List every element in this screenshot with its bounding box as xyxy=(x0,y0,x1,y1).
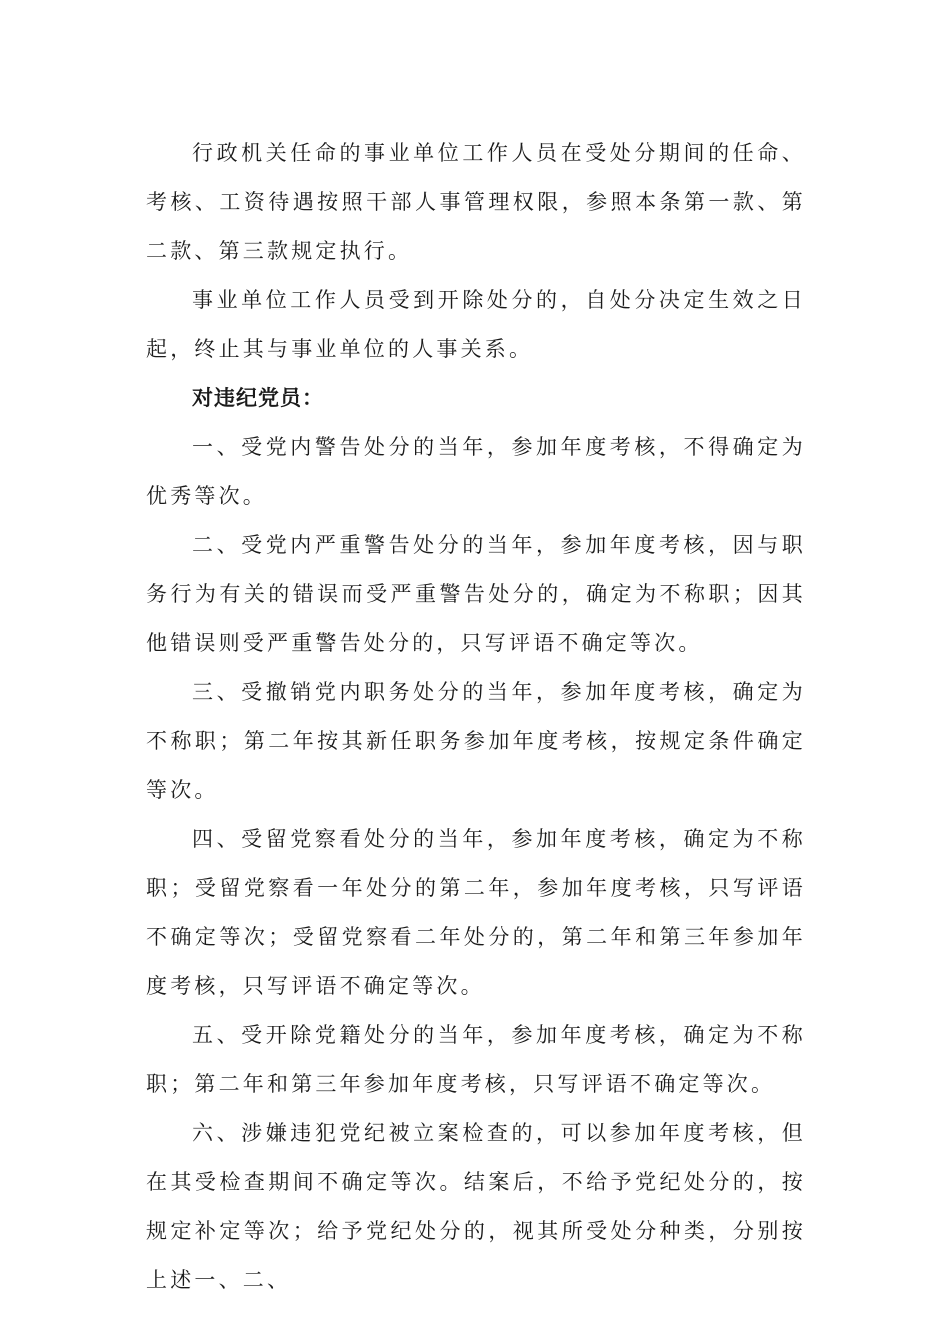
list-item: 三、受撤销党内职务处分的当年，参加年度考核，确定为不称职；第二年按其新任职务参加年度考核，按规定条件确定等次。 xyxy=(146,680,806,802)
paragraph-appointment: 行政机关任命的事业单位工作人员在受处分期间的任命、考核、工资待遇按照干部人事管理权限，参照本条第一款、第二款、第三款规定执行。 xyxy=(146,141,806,263)
list-item: 一、受党内警告处分的当年，参加年度考核，不得确定为优秀等次。 xyxy=(146,435,806,508)
paragraph-dismissal: 事业单位工作人员受到开除处分的，自处分决定生效之日起，终止其与事业单位的人事关系。 xyxy=(146,288,806,361)
list-item: 五、受开除党籍处分的当年，参加年度考核，确定为不称职；第二年和第三年参加年度考核，只写评语不确定等次。 xyxy=(146,1023,806,1096)
section-heading: 对违纪党员： xyxy=(192,386,324,410)
list-item: 四、受留党察看处分的当年，参加年度考核，确定为不称职；受留党察看一年处分的第二年，参加年度考核，只写评语不确定等次；受留党察看二年处分的，第二年和第三年参加年度考核，只写评语不确定等次。 xyxy=(146,827,806,998)
list-item: 六、涉嫌违犯党纪被立案检查的，可以参加年度考核，但在其受检查期间不确定等次。结案后，不给予党纪处分的，按规定补定等次；给予党纪处分的，视其所受处分种类，分别按上述一、二、 xyxy=(146,1121,806,1292)
document-body xyxy=(146,129,806,1305)
list-item: 二、受党内严重警告处分的当年，参加年度考核，因与职务行为有关的错误而受严重警告处分的，确定为不称职；因其他错误则受严重警告处分的，只写评语不确定等次。 xyxy=(146,533,806,655)
